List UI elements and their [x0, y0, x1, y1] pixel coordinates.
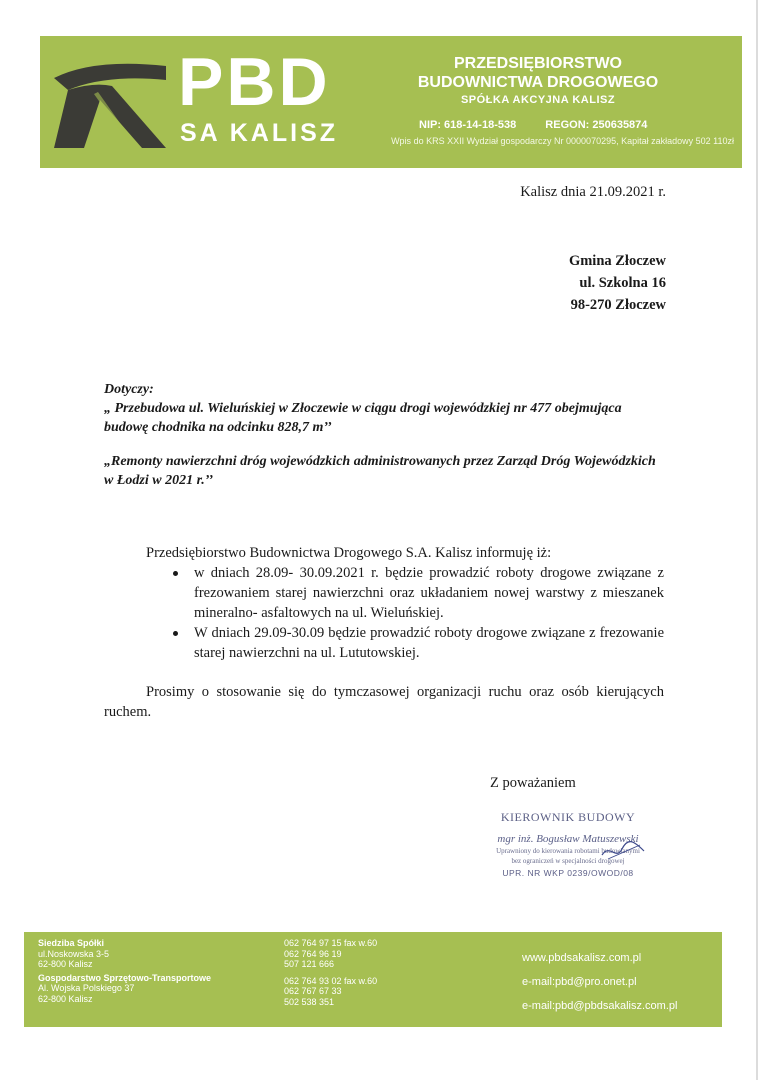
phone-line: 062 767 67 33	[284, 986, 342, 996]
footer-banner	[24, 932, 722, 1027]
phone-line: 062 764 97 15 fax w.60	[284, 938, 378, 948]
recipient-city: 98-270 Złoczew	[570, 297, 666, 313]
website-link[interactable]: www.pbdsakalisz.com.pl	[522, 952, 642, 964]
company-name-line1: PRZEDSIĘBIORSTWO	[453, 55, 622, 72]
list-item: W dniach 29.09-30.09 będzie prowadzić roboty drogowe związane z frezowanie starej nawierzchni na ul. Lututowskiej.	[168, 623, 664, 663]
krs-registry: Wpis do KRS XXII Wydział gospodarczy Nr 0000070295, Kapitał zakładowy 502 110zł	[391, 136, 734, 146]
recipient-street: ul. Szkolna 16	[579, 275, 666, 291]
phone-line: 507 121 666	[284, 959, 335, 969]
email-link[interactable]: e-mail:pbd@pro.onet.pl	[522, 976, 637, 988]
phone-line: 062 764 96 19	[284, 948, 342, 959]
company-block	[340, 54, 736, 147]
nip-number: NIP: 618-14-18-538	[419, 119, 517, 131]
farm-label: Gospodarstwo Sprzętowo-Transportowe	[38, 972, 212, 983]
farm-street: Al. Wojska Polskiego 37	[38, 983, 135, 993]
page-edge	[756, 0, 758, 1080]
subject-block	[104, 380, 664, 490]
company-ids	[340, 118, 736, 132]
regards-text: Z poważaniem	[490, 775, 576, 791]
regon-number: REGON: 250635874	[545, 119, 648, 131]
company-name-line3: SPÓŁKA AKCYJNA KALISZ	[460, 94, 616, 106]
seat-street: ul.Noskowska 3-5	[38, 948, 110, 959]
place-date: Kalisz dnia 21.09.2021 r.	[520, 184, 666, 200]
stamp-title: KIEROWNIK BUDOWY	[500, 810, 636, 824]
footer-contacts	[522, 946, 677, 1018]
stamp-number: UPR. NR WKP 0239/OWOD/08	[502, 868, 634, 878]
seat-city: 62-800 Kalisz	[38, 959, 93, 969]
phone-line: 502 538 351	[284, 996, 335, 1007]
road-logo-icon	[54, 52, 166, 148]
seat-label: Siedziba Spółki	[38, 938, 105, 948]
stamp-line2: bez ograniczeń w specjalności drogowej	[511, 857, 625, 865]
recipient-name: Gmina Złoczew	[568, 253, 666, 269]
recipient-address	[569, 250, 666, 316]
stamp-line1: Uprawniony do kierowania robotami budowlanymi	[496, 847, 640, 855]
handwritten-signature	[600, 835, 646, 865]
logo-subtext: SA KALISZ	[180, 119, 339, 147]
list-item: w dniach 28.09- 30.09.2021 r. będzie prowadzić roboty drogowe związane z frezowaniem starej nawierzchni oraz układaniem nowej warstwy z mieszanek mineralno- asfaltowych na ul. Wieluńskiej.	[168, 563, 664, 623]
letterhead-banner	[40, 36, 742, 168]
logo-text: PBD	[178, 44, 331, 120]
closing-paragraph: Prosimy o stosowanie się do tymczasowej organizacji ruchu oraz osób kierujących ruchem.	[104, 684, 664, 720]
footer-phones	[284, 938, 377, 1007]
stamp-name: mgr inż. Bogusław Matuszewski	[497, 833, 639, 845]
footer-addresses	[38, 938, 211, 1004]
subject-item-2: „Remonty nawierzchni dróg wojewódzkich administrowanych przez Zarząd Dróg Wojewódzkich w Łodzi w 2021 r.’’	[104, 454, 656, 488]
farm-city: 62-800 Kalisz	[38, 993, 93, 1004]
phone-line: 062 764 93 02 fax w.60	[284, 975, 378, 986]
subject-item-1: „ Przebudowa ul. Wieluńskiej w Złoczewie w ciągu drogi wojewódzkiej nr 477 obejmująca budowę chodnika na odcinku 828,7 m’’	[104, 401, 622, 435]
works-list	[168, 563, 664, 663]
company-name-line2: BUDOWNICTWA DROGOWEGO	[417, 74, 659, 91]
intro-text: Przedsiębiorstwo Budownictwa Drogowego S.A. Kalisz informuję iż:	[146, 545, 552, 561]
email-link[interactable]: e-mail:pbd@pbdsakalisz.com.pl	[522, 1000, 678, 1012]
subject-label: Dotyczy:	[104, 382, 154, 397]
